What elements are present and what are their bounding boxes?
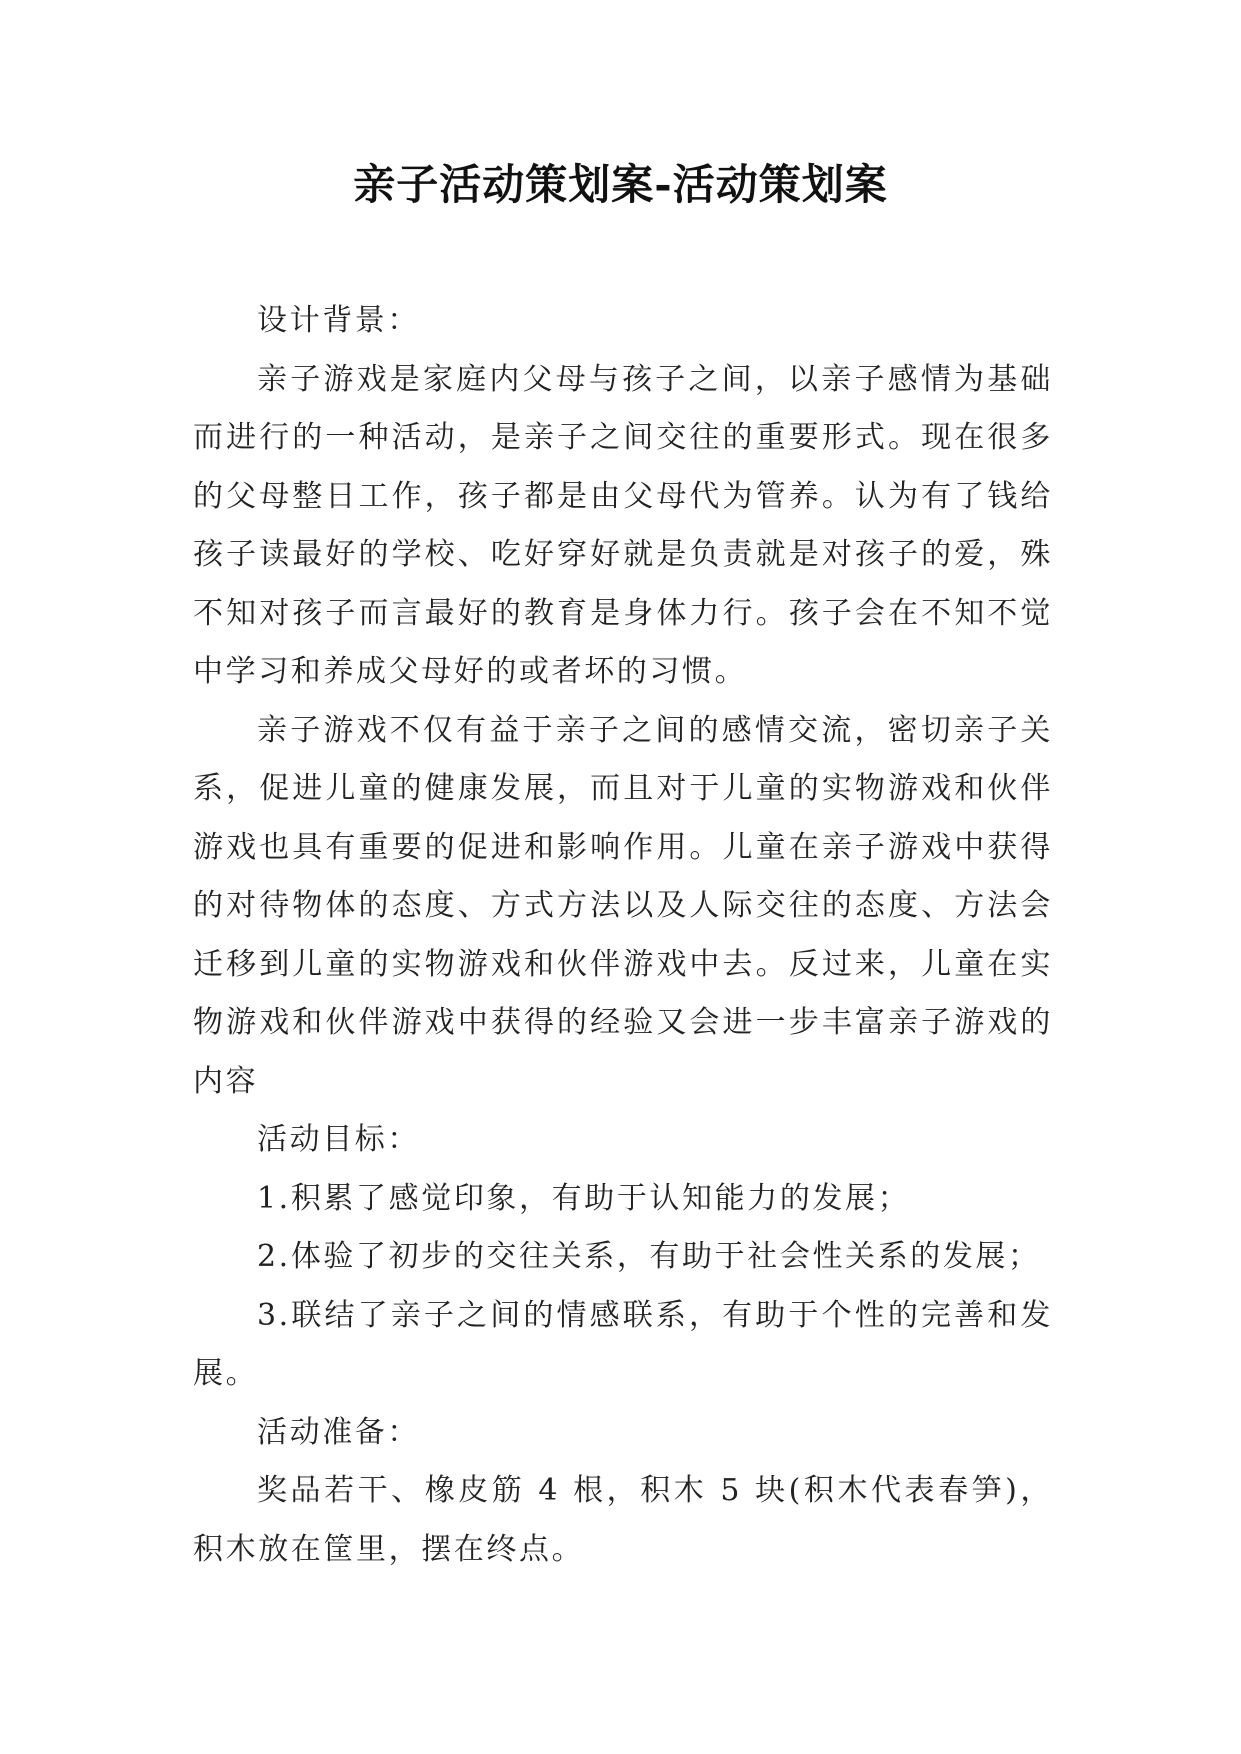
section-heading-goals: 活动目标： xyxy=(257,1122,420,1157)
document-title: 亲子活动策划案-活动策划案 xyxy=(353,160,888,209)
goal-item-3: 3.联结了亲子之间的情感联系，有助于个性的完善和发展。 xyxy=(193,1297,1053,1391)
paragraph-preparation: 奖品若干、橡皮筋 4 根，积木 5 块(积木代表春笋)，积木放在筐里，摆在终点。 xyxy=(193,1473,1053,1567)
goal-item-2: 2.体验了初步的交往关系，有助于社会性关系的发展； xyxy=(257,1239,1041,1274)
paragraph-background-2: 亲子游戏不仅有益于亲子之间的感情交流，密切亲子关系，促进儿童的健康发展，而且对于儿童的实物游戏和伙伴游戏也具有重要的促进和影响作用。儿童在亲子游戏中获得的对待物体的态度、方式方法以及人际交往的态度、方法会迁移到儿童的实物游戏和伙伴游戏中去。反过来，儿童在实物游戏和伙伴游戏中获得的经验又会进一步丰富亲子游戏的内容 xyxy=(193,712,1053,1099)
paragraph-background-1: 亲子游戏是家庭内父母与孩子之间，以亲子感情为基础而进行的一种活动，是亲子之间交往的重要形式。现在很多的父母整日工作，孩子都是由父母代为管养。认为有了钱给孩子读最好的学校、吃好穿好就是负责就是对孩子的爱，殊不知对孩子而言最好的教育是身体力行。孩子会在不知不觉中学习和养成父母好的或者坏的习惯。 xyxy=(193,361,1053,689)
document-body xyxy=(193,292,1053,1579)
section-heading-background: 设计背景： xyxy=(257,303,420,338)
section-heading-preparation: 活动准备： xyxy=(257,1414,420,1450)
goal-item-1: 1.积累了感觉印象，有助于认知能力的发展； xyxy=(257,1180,911,1216)
